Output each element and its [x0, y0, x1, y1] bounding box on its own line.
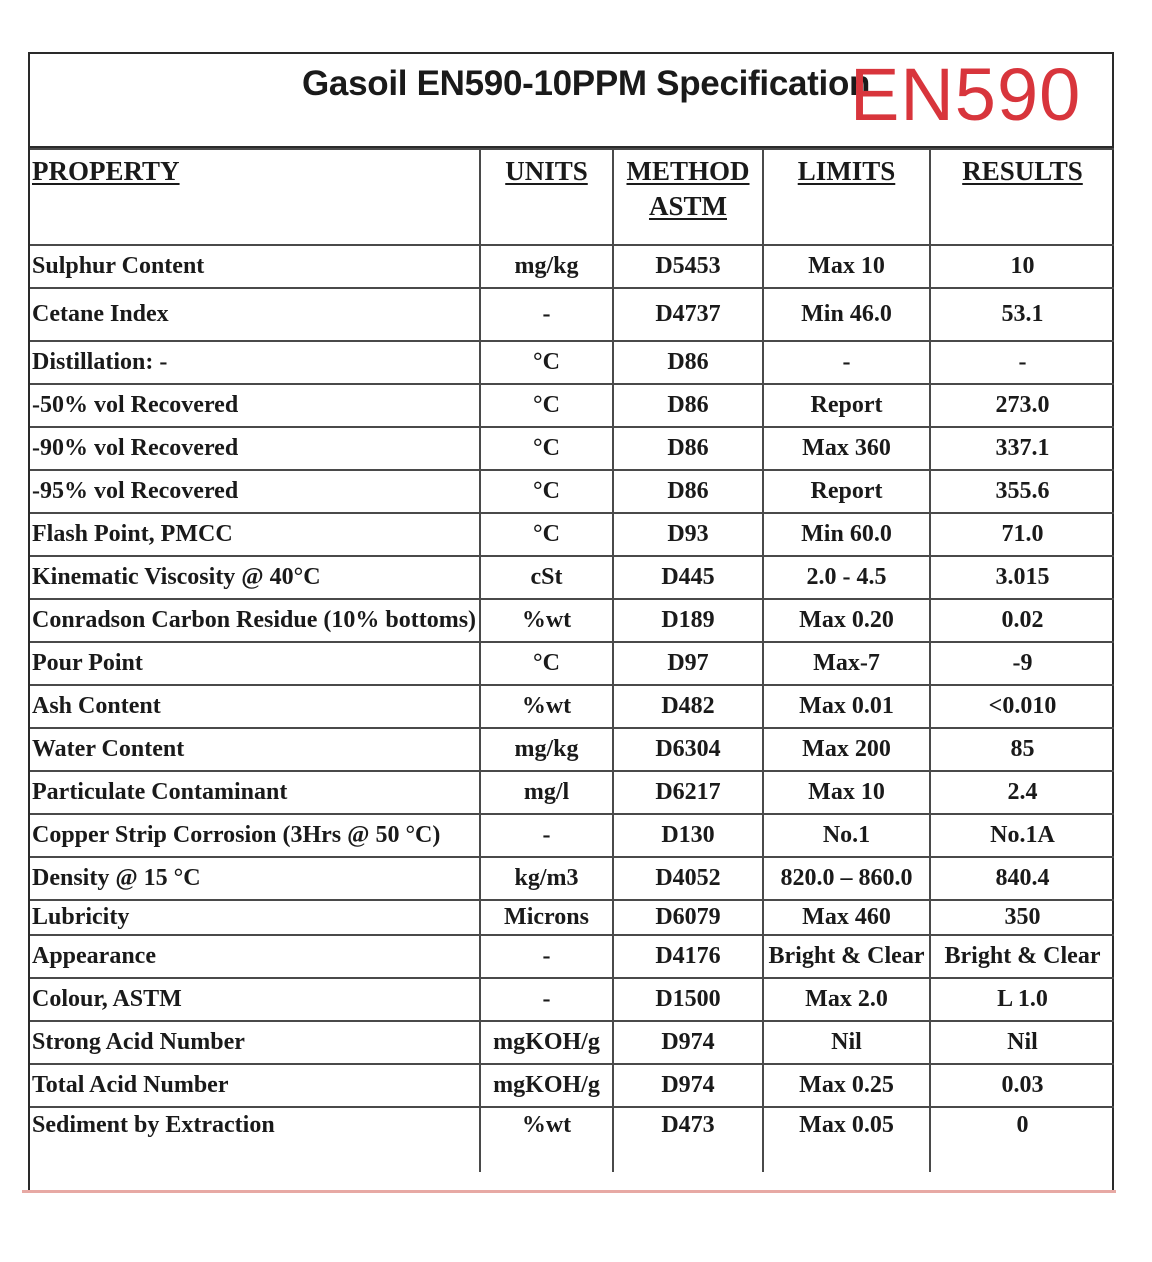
- method-cell: D974: [613, 1064, 763, 1107]
- method-cell: D86: [613, 470, 763, 513]
- method-cell: D6304: [613, 728, 763, 771]
- results-cell: Nil: [930, 1021, 1114, 1064]
- limits-cell: Max-7: [763, 642, 930, 685]
- limits-cell: Max 10: [763, 771, 930, 814]
- method-cell: D974: [613, 1021, 763, 1064]
- property-cell: Density @ 15 °C: [30, 857, 480, 900]
- table-row: [30, 556, 1114, 599]
- header-results: RESULTS: [930, 149, 1114, 245]
- units-cell: °C: [480, 513, 613, 556]
- sheet-header: [30, 54, 1112, 148]
- property-cell: Flash Point, PMCC: [30, 513, 480, 556]
- units-cell: mg/l: [480, 771, 613, 814]
- method-cell: D482: [613, 685, 763, 728]
- table-row: [30, 685, 1114, 728]
- table-row: [30, 935, 1114, 978]
- units-cell: °C: [480, 341, 613, 384]
- method-cell: D4052: [613, 857, 763, 900]
- limits-cell: Max 10: [763, 245, 930, 288]
- header-limits: LIMITS: [763, 149, 930, 245]
- units-cell: mgKOH/g: [480, 1021, 613, 1064]
- results-cell: 0: [930, 1107, 1114, 1172]
- limits-cell: Max 0.05: [763, 1107, 930, 1172]
- property-cell: Kinematic Viscosity @ 40°C: [30, 556, 480, 599]
- limits-cell: Max 460: [763, 900, 930, 935]
- table-row: [30, 771, 1114, 814]
- results-cell: 0.02: [930, 599, 1114, 642]
- table-row: [30, 978, 1114, 1021]
- property-cell: Appearance: [30, 935, 480, 978]
- units-cell: Microns: [480, 900, 613, 935]
- property-cell: Conradson Carbon Residue (10% bottoms): [30, 599, 480, 642]
- table-row: [30, 427, 1114, 470]
- table-row: [30, 288, 1114, 341]
- property-cell: Ash Content: [30, 685, 480, 728]
- method-cell: D86: [613, 341, 763, 384]
- header-units: UNITS: [480, 149, 613, 245]
- units-cell: °C: [480, 470, 613, 513]
- method-cell: D189: [613, 599, 763, 642]
- property-cell: -95% vol Recovered: [30, 470, 480, 513]
- results-cell: 10: [930, 245, 1114, 288]
- property-cell: Strong Acid Number: [30, 1021, 480, 1064]
- property-cell: Sulphur Content: [30, 245, 480, 288]
- units-cell: -: [480, 935, 613, 978]
- specification-sheet: [28, 52, 1114, 1190]
- table-row: [30, 384, 1114, 427]
- units-cell: mg/kg: [480, 245, 613, 288]
- method-cell: D93: [613, 513, 763, 556]
- limits-cell: Min 46.0: [763, 288, 930, 341]
- results-cell: <0.010: [930, 685, 1114, 728]
- table-row: [30, 642, 1114, 685]
- property-cell: Particulate Contaminant: [30, 771, 480, 814]
- table-row: [30, 728, 1114, 771]
- table-row: [30, 1021, 1114, 1064]
- limits-cell: No.1: [763, 814, 930, 857]
- results-cell: Bright & Clear: [930, 935, 1114, 978]
- method-cell: D445: [613, 556, 763, 599]
- limits-cell: Max 0.01: [763, 685, 930, 728]
- method-cell: D5453: [613, 245, 763, 288]
- units-cell: -: [480, 814, 613, 857]
- table-row: [30, 857, 1114, 900]
- method-cell: D473: [613, 1107, 763, 1172]
- property-cell: Colour, ASTM: [30, 978, 480, 1021]
- header-method: [613, 149, 763, 245]
- results-cell: 3.015: [930, 556, 1114, 599]
- units-cell: -: [480, 978, 613, 1021]
- units-cell: mgKOH/g: [480, 1064, 613, 1107]
- units-cell: -: [480, 288, 613, 341]
- method-cell: D4737: [613, 288, 763, 341]
- specification-table: [30, 148, 1114, 1172]
- property-cell: Distillation: -: [30, 341, 480, 384]
- property-cell: -50% vol Recovered: [30, 384, 480, 427]
- limits-cell: Max 200: [763, 728, 930, 771]
- results-cell: 273.0: [930, 384, 1114, 427]
- method-cell: D4176: [613, 935, 763, 978]
- table-row: [30, 1107, 1114, 1172]
- limits-cell: 2.0 - 4.5: [763, 556, 930, 599]
- property-cell: Total Acid Number: [30, 1064, 480, 1107]
- limits-cell: Min 60.0: [763, 513, 930, 556]
- method-cell: D6079: [613, 900, 763, 935]
- header-method-line1: METHOD: [626, 156, 750, 186]
- limits-cell: Max 360: [763, 427, 930, 470]
- results-cell: -9: [930, 642, 1114, 685]
- method-cell: D86: [613, 427, 763, 470]
- method-cell: D6217: [613, 771, 763, 814]
- header-method-line2: ASTM: [648, 191, 727, 221]
- units-cell: °C: [480, 642, 613, 685]
- limits-cell: -: [763, 341, 930, 384]
- results-cell: -: [930, 341, 1114, 384]
- units-cell: %wt: [480, 599, 613, 642]
- limits-cell: Bright & Clear: [763, 935, 930, 978]
- units-cell: %wt: [480, 1107, 613, 1172]
- units-cell: %wt: [480, 685, 613, 728]
- table-row: [30, 513, 1114, 556]
- method-cell: D97: [613, 642, 763, 685]
- property-cell: Water Content: [30, 728, 480, 771]
- table-row: [30, 470, 1114, 513]
- units-cell: °C: [480, 427, 613, 470]
- header-property: PROPERTY: [30, 149, 480, 245]
- property-cell: Sediment by Extraction: [30, 1107, 480, 1172]
- table-row: [30, 599, 1114, 642]
- results-cell: 53.1: [930, 288, 1114, 341]
- units-cell: kg/m3: [480, 857, 613, 900]
- method-cell: D86: [613, 384, 763, 427]
- results-cell: 2.4: [930, 771, 1114, 814]
- en590-badge: EN590: [850, 53, 1082, 136]
- limits-cell: Max 0.25: [763, 1064, 930, 1107]
- table-row: [30, 341, 1114, 384]
- limits-cell: Max 2.0: [763, 978, 930, 1021]
- document-title: Gasoil EN590-10PPM Specification: [302, 64, 871, 103]
- limits-cell: Max 0.20: [763, 599, 930, 642]
- property-cell: Lubricity: [30, 900, 480, 935]
- table-row: [30, 245, 1114, 288]
- units-cell: °C: [480, 384, 613, 427]
- limits-cell: Report: [763, 384, 930, 427]
- table-row: [30, 900, 1114, 935]
- results-cell: 0.03: [930, 1064, 1114, 1107]
- property-cell: -90% vol Recovered: [30, 427, 480, 470]
- limits-cell: Report: [763, 470, 930, 513]
- bottom-divider: [22, 1190, 1116, 1193]
- method-cell: D1500: [613, 978, 763, 1021]
- results-cell: 85: [930, 728, 1114, 771]
- results-cell: 337.1: [930, 427, 1114, 470]
- table-header-row: [30, 149, 1114, 245]
- property-cell: Copper Strip Corrosion (3Hrs @ 50 °C): [30, 814, 480, 857]
- results-cell: 71.0: [930, 513, 1114, 556]
- results-cell: 355.6: [930, 470, 1114, 513]
- property-cell: Pour Point: [30, 642, 480, 685]
- limits-cell: Nil: [763, 1021, 930, 1064]
- limits-cell: 820.0 – 860.0: [763, 857, 930, 900]
- results-cell: No.1A: [930, 814, 1114, 857]
- results-cell: 840.4: [930, 857, 1114, 900]
- method-cell: D130: [613, 814, 763, 857]
- table-row: [30, 1064, 1114, 1107]
- results-cell: 350: [930, 900, 1114, 935]
- table-row: [30, 814, 1114, 857]
- units-cell: cSt: [480, 556, 613, 599]
- property-cell: Cetane Index: [30, 288, 480, 341]
- results-cell: L 1.0: [930, 978, 1114, 1021]
- units-cell: mg/kg: [480, 728, 613, 771]
